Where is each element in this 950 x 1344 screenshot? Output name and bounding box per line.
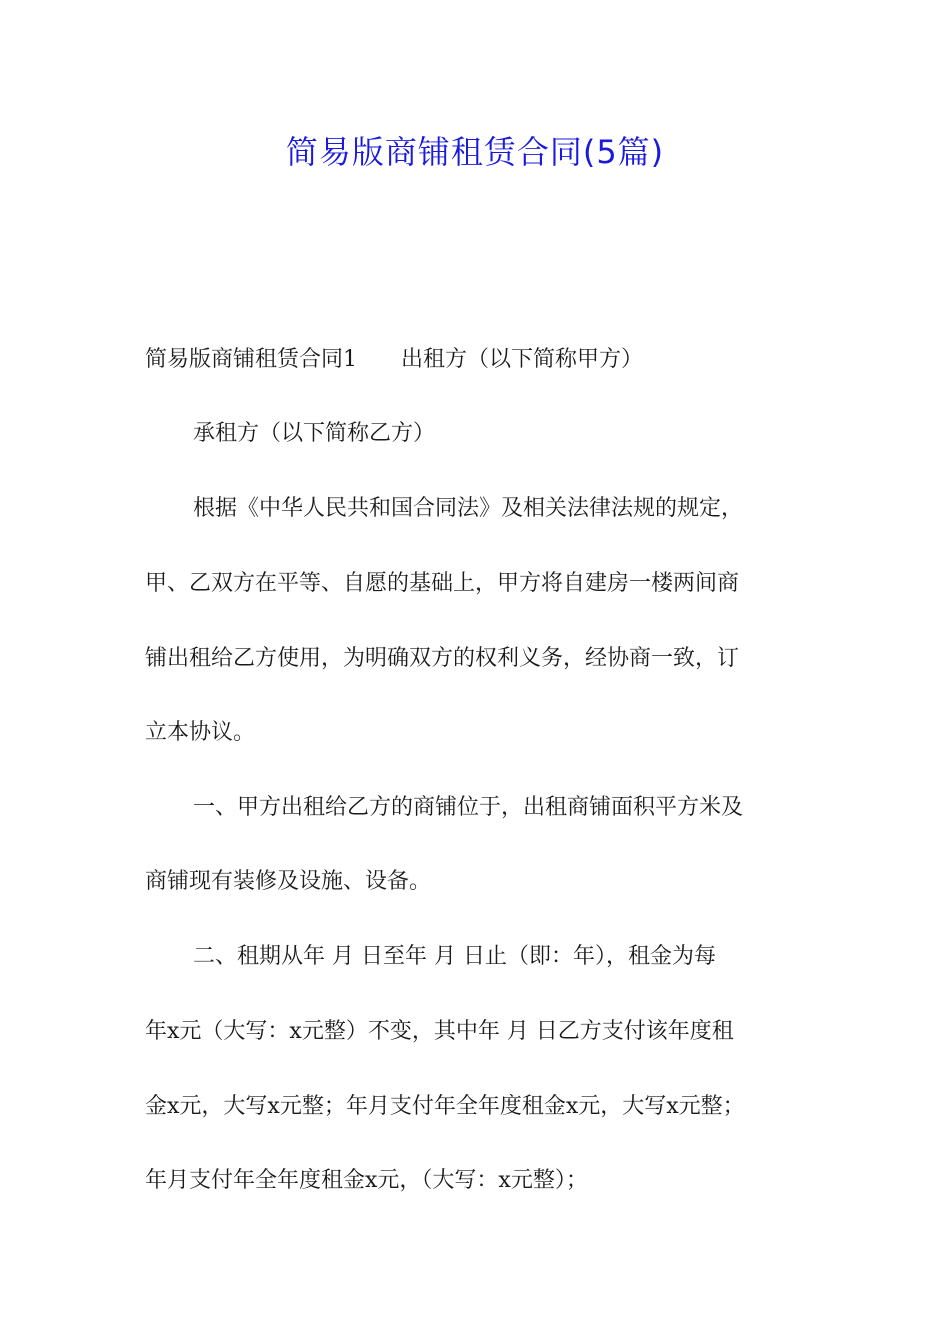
document-title: 简易版商铺租赁合同(5篇) bbox=[285, 133, 665, 171]
lessor-label: 出租方（以下简称甲方） bbox=[401, 347, 644, 372]
paragraph-line: 铺出租给乙方使用，为明确双方的权利义务，经协商一致，订 bbox=[145, 646, 740, 671]
section-heading-line bbox=[145, 341, 810, 379]
paragraph-line: 立本协议。 bbox=[145, 720, 256, 745]
lessee-label: 承租方（以下简称乙方） bbox=[193, 421, 436, 446]
clause-two-line: 年x元（大写：x元整）不变，其中年 月 日乙方支付该年度租 bbox=[145, 1019, 734, 1044]
clause-two-line: 年月支付年全年度租金x元，（大写：x元整）； bbox=[145, 1168, 588, 1193]
clause-two-line: 二、租期从年 月 日至年 月 日止（即：年），租金为每 bbox=[193, 944, 716, 969]
clause-one-line: 一、甲方出租给乙方的商铺位于，出租商铺面积平方米及 bbox=[193, 795, 744, 820]
clause-one-line: 商铺现有装修及设施、设备。 bbox=[145, 869, 432, 894]
contract-number-heading: 简易版商铺租赁合同1 bbox=[145, 347, 357, 372]
paragraph-line: 根据《中华人民共和国合同法》及相关法律法规的规定， bbox=[193, 496, 744, 521]
clause-two-line: 金x元，大写x元整；年月支付年全年度租金x元，大写x元整； bbox=[145, 1094, 745, 1119]
paragraph-line: 甲、乙双方在平等、自愿的基础上，甲方将自建房一楼两间商 bbox=[145, 571, 740, 596]
